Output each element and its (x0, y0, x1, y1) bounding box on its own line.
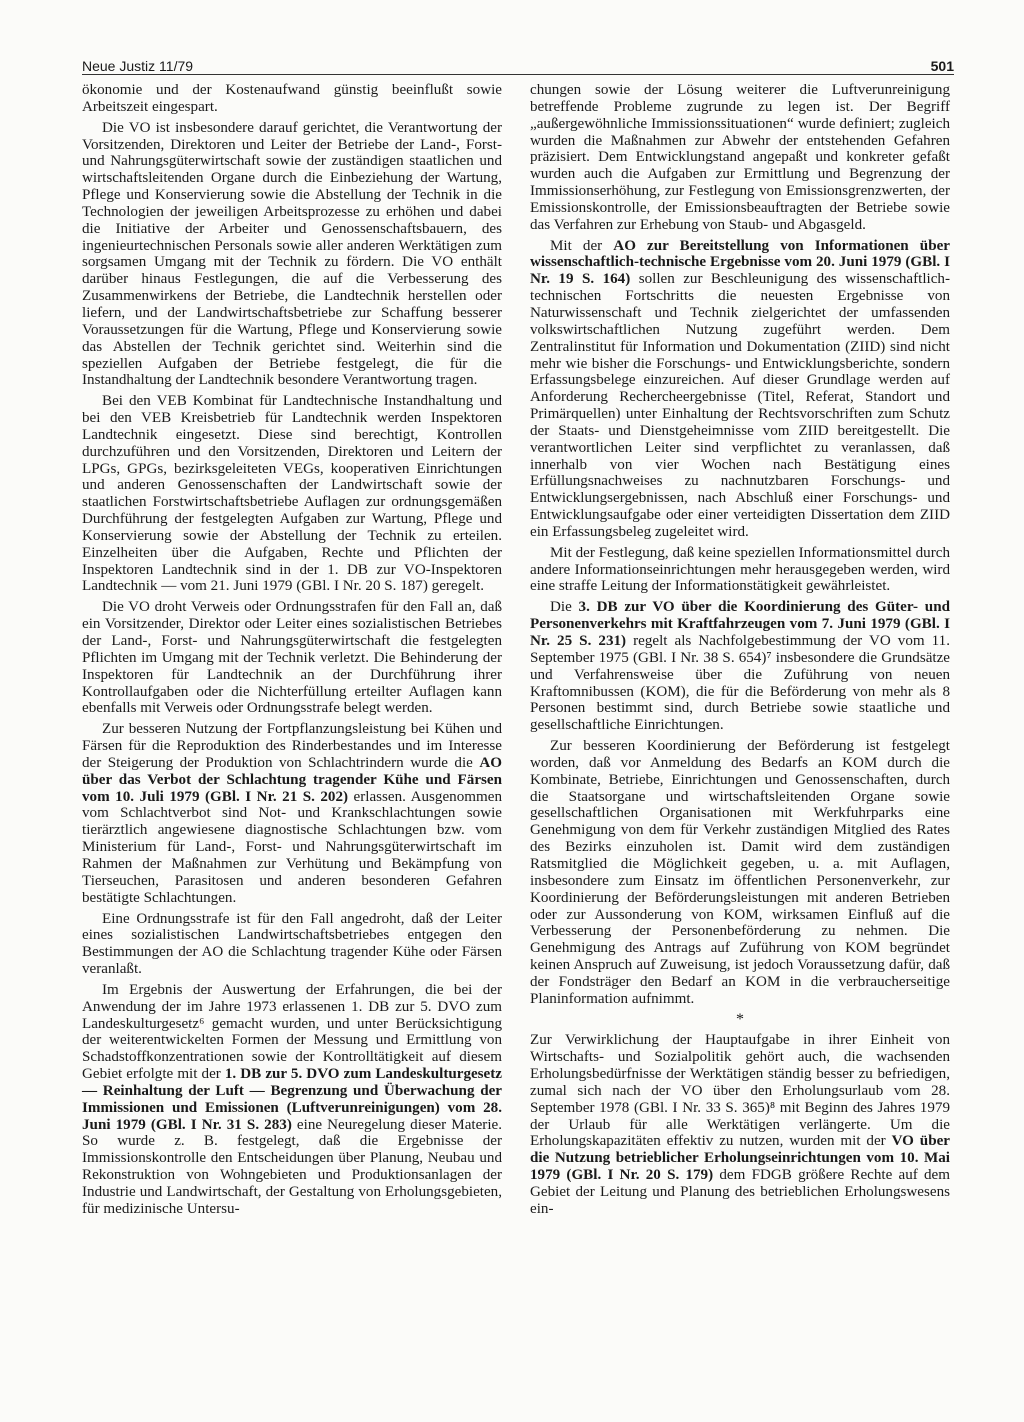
text-run: Zur besseren Nutzung der Fortpflanzungsleistung bei Kühen und Färsen für die Reproduktion des Rinderbestandes und im Interesse der Steigerung der Produktion von Schlachtrindern wurde die (82, 721, 502, 771)
text-run: chungen sowie der Lösung weiterer die Luftverunreinigung betreffende Probleme zugrunde zu legen ist. Der Begriff „außergewöhnliche Immissionssituationen“ wurde definiert; zugleich wurden die Maßnahmen zur Abwehr der entstehenden Gefahren präzisiert. Dem Entwicklungstand angepaßt und konkreter gefaßt wurden auch die Aufgaben zur Ermittlung und Begrenzung der Immissionserhöhung, zur Festlegung von Emissionsgrenzwerten, der Emissionskontrolle, der Emissionsbeauftragten der Betriebe sowie das Verfahren zur Erhebung von Staub- und Abgasgeld. (530, 82, 950, 233)
text-run: Zur besseren Koordinierung der Beförderung ist festgelegt worden, daß vor Anmeldung des Bedarfs an KOM durch die Kombinate, Betriebe, Einrichtungen und Genossenschaften, durch die Staatsorgane und wirtschaftsleitenden Organe sowie gesellschaftlichen Organisationen mit Werkfuhrparks eine Genehmigung von dem für Verkehr zuständigen Mitglied des Rates des Bezirks einzuholen ist. Damit wird dem zuständigen Ratsmitglied die Möglichkeit gegeben, u. a. mit Auflagen, insbesondere zum Einsatz im öffentlichen Personenverkehr, zur Koordinierung der Beförderungsleistungen mit anderen Betrieben oder zur Aussonderung von KOM, wirksamen Einfluß auf die Verbesserung der Personenbeförderung zu nehmen. Die Genehmigung des Antrags auf Zuführung von KOM begründet keinen Anspruch auf Zuweisung, ist jedoch Voraussetzung dafür, daß der Fondsträger den Bedarf an KOM in die verbraucherseitige Planinformation aufnimmt. (530, 738, 950, 1007)
text-run: Mit der (550, 237, 614, 254)
left-column (82, 82, 502, 1222)
text-run: Die VO ist insbesondere darauf gerichtet, die Verantwortung der Vorsitzenden, Direktoren und Leiter der Betriebe der Land-, Forst- und Nahrungsgüterwirtschaft sowie der zuständigen staatlichen und wirtschaftsleitenden Organe durch die Einbeziehung der Wartung, Pflege und Konservierung sowie die Abstellung der Technik in die Technologien der jeweiligen Arbeitsprozesse zu erhöhen und dabei die Initiative der Arbeiter und Genossenschaftsbauern, des ingenieurtechnischen Personals sowie aller anderen Werktätigen zum sorgsamen Umgang mit der Technik zu fördern. Die VO enthält darüber hinaus Festlegungen, die auf die Verbesserung des Zusammenwirkens der Betriebe, die Landtechnik herstellen oder liefern, und der Landwirtschaftsbetriebe zur Schaffung besserer Voraussetzungen für die Wartung, Pflege und Konservierung sowie das Abstellen der Technik gerichtet sind. Weiterhin sind die speziellen Aufgaben der Betriebe festgelegt, die für die Instandhaltung der Landtechnik besondere Verantwortung tragen. (82, 119, 502, 389)
paragraph (530, 545, 950, 596)
paragraph (82, 982, 502, 1218)
paragraph (82, 721, 502, 906)
paragraph (82, 911, 502, 978)
text-run: Eine Ordnungsstrafe ist für den Fall angedroht, daß der Leiter eines sozialistischen Landwirtschaftsbetriebes entgegen den Bestimmungen der AO die Schlachtung tragender Kühe oder Färsen veranlaßt. (82, 910, 502, 978)
text-run: Im Ergebnis der Auswertung der Erfahrungen, die bei der Anwendung der im Jahre 1973 erlassenen 1. DB zur 5. DVO zum Landeskulturgesetz⁶ gemacht wurden, und unter Berücksichtigung der weiterentwickelten Formen der Messung und Ermittlung von Schadstoffkonzentrationen sowie der Kontrolltätigkeit auf diesem Gebiet erfolgte mit der (82, 981, 502, 1083)
text-run: eine Neuregelung dieser Materie. So wurde z. B. festgelegt, daß die Ergebnisse der Immissionskontrolle den Entscheidungen über Planung, Neubau und Rekonstruktion von Wohngebieten und Produktionsanlagen der Industrie und Landwirtschaft, der Gestaltung von Erholungsgebieten, für medizinische Untersu- (82, 1116, 502, 1217)
section-separator: * (736, 1010, 744, 1028)
legal-citation: AO zur Bereitstellung von Informationen über wissenschaftlich-technische Ergebnisse vom 20. Juni 1979 (GBl. I Nr. 19 S. 164) (530, 237, 950, 288)
paragraph (82, 393, 502, 595)
text-run: Zur Verwirklichung der Hauptaufgabe in ihrer Einheit von Wirtschafts- und Sozialpolitik gehört auch, die wachsenden Erholungsbedürfnisse der Werktätigen ständig besser zu befriedigen, zumal sich nach der VO über den Erholungsurlaub vom 28. September 1978 (GBl. I Nr. 33 S. 365)⁸ mit Beginn des Jahres 1979 der Urlaub für alle Werktätigen verlängerte. Um die Erholungskapazitäten effektiv zu nutzen, wurden mit der (530, 1032, 950, 1150)
text-run: Die (550, 599, 579, 616)
text-run: sollen zur Beschleunigung des wissenschaftlich-technischen Fortschritts die neuesten Ergebnisse von Naturwissenschaft und Technik zielgerichtet der umfassenden volkswirtschaftlichen Nutzung zugeführt werden. Dem Zentralinstitut für Information und Dokumentation (ZIID) sind nicht mehr wie bisher die Forschungs- und Entwicklungsberichte, sondern Erfassungsbelege einzureichen. Auf dieser Grundlage werden auf Anforderung Rechercheergebnisse (Titel, Referat, Standort und Primärquellen) unter Einhaltung der Rechtsvorschriften zum Schutz der Staats- und Dienstgeheimnisse vom ZIID bereitgestellt. Die verantwortlichen Leiter sind verpflichtet zu veranlassen, daß innerhalb von vier Wochen nach Bestätigung eines Erfüllungsnachweises zu nachnutzbaren Forschungs- und Entwicklungsergebnissen, nach Abschluß einer Forschungs- und Entwicklungsaufgabe oder einer verteidigten Dissertation dem ZIID ein Erfassungsbeleg zugeleitet wird. (530, 271, 950, 540)
paragraph (82, 120, 502, 390)
journal-issue: Neue Justiz 11/79 (82, 58, 194, 74)
text-run: erlassen. Ausgenommen vom Schlachtverbot sind Not- und Krankschlachtungen sowie tierärztlich angewiesene diagnostische Schlachtungen bzw. vom Ministerium für Land-, Forst- und Nahrungsgüterwirtschaft im Rahmen der Maßnahmen zur Verhütung und Bekämpfung von Tierseuchen, Parasitosen und anderen besonderen Gefahren bestätigte Schlachtungen. (82, 788, 502, 906)
paragraph (530, 82, 950, 234)
page-number: 501 (930, 58, 954, 74)
legal-citation: 1. DB zur 5. DVO zum Landeskulturgesetz — Reinhaltung der Luft — Begrenzung und Überwachung der Immissionen und Emissionen (Luftverunreinigungen) vom 28. Juni 1979 (GBl. I Nr. 31 S. 283) (82, 1066, 502, 1133)
legal-citation: VO über die Nutzung betrieblicher Erholungseinrichtungen vom 10. Mai 1979 (GBl. I Nr. 20 S. 179) (530, 1133, 950, 1184)
page-header (82, 50, 954, 75)
paragraph (530, 599, 950, 734)
paragraph (530, 738, 950, 1008)
text-run: Bei den VEB Kombinat für Landtechnische Instandhaltung und bei den VEB Kreisbetrieb für Landtechnik werden Inspektoren Landtechnik eingesetzt. Diese sind berechtigt, Kontrollen durchzuführen und den Vorsitzenden, Direktoren und Leitern der LPGs, GPGs, bezirksgeleiteten VEGs, kooperativen Einrichtungen und anderen Genossenschaften der Landwirtschaft sowie der staatlichen Forstwirtschaftsbetriebe Auflagen zur ordnungsgemäßen Durchführung der festgelegten Aufgaben zur Wartung, Pflege und Konservierung sowie der Abstellung der Technik zu erteilen. Einzelheiten über die Aufgaben, Rechte und Pflichten der Inspektoren Landtechnik sind in der 1. DB zur VO-Inspektoren Landtechnik — vom 21. Juni 1979 (GBl. I Nr. 20 S. 187) geregelt. (82, 393, 502, 595)
paragraph (530, 238, 950, 541)
text-run: dem FDGB größere Rechte auf dem Gebiet der Leitung und Planung des betrieblichen Erholungswesens ein- (530, 1167, 950, 1217)
paragraph (82, 82, 502, 116)
paragraph (82, 599, 502, 717)
paragraph (530, 1032, 950, 1217)
text-run: ökonomie und der Kostenaufwand günstig beeinflußt sowie Arbeitszeit eingespart. (82, 82, 502, 115)
text-run: regelt als Nachfolgebestimmung der VO vom 11. September 1975 (GBl. I Nr. 38 S. 654)⁷ insbesondere die Grundsätze und Verfahrensweise über die Zuführung von neuen Kraftomnibussen (KOM), die für die Beförderung von mehr als 8 Personen bestimmt sind, durch Betriebe sowie staatliche und gesellschaftliche Einrichtungen. (530, 633, 950, 734)
text-run: Mit der Festlegung, daß keine speziellen Informationsmittel durch andere Informationseinrichtungen mehr herausgegeben werden, wird eine straffe Leitung der Informationstätigkeit gewährleistet. (530, 544, 950, 595)
right-column (530, 82, 950, 1222)
text-run: Die VO droht Verweis oder Ordnungsstrafen für den Fall an, daß ein Vorsitzender, Direktor oder Leiter eines sozialistischen Betriebes der Land-, Forst- und Nahrungsgüterwirtschaft die festgelegten Pflichten im Umgang mit der Technik verletzt. Die Behinderung der Inspektoren für Landtechnik an der Durchführung ihrer Kontrollaufgaben oder die Nichterfüllung erteilter Auflagen kann ebenfalls mit Verweis oder Ordnungsstrafe belegt werden. (82, 599, 502, 717)
legal-citation: 3. DB zur VO über die Koordinierung des Güter- und Personenverkehrs mit Kraftfahrzeugen vom 7. Juni 1979 (GBl. I Nr. 25 S. 231) (530, 599, 950, 649)
legal-citation: AO über das Verbot der Schlachtung tragender Kühe und Färsen vom 10. Juli 1979 (GBl. I Nr. 21 S. 202) (82, 754, 502, 805)
